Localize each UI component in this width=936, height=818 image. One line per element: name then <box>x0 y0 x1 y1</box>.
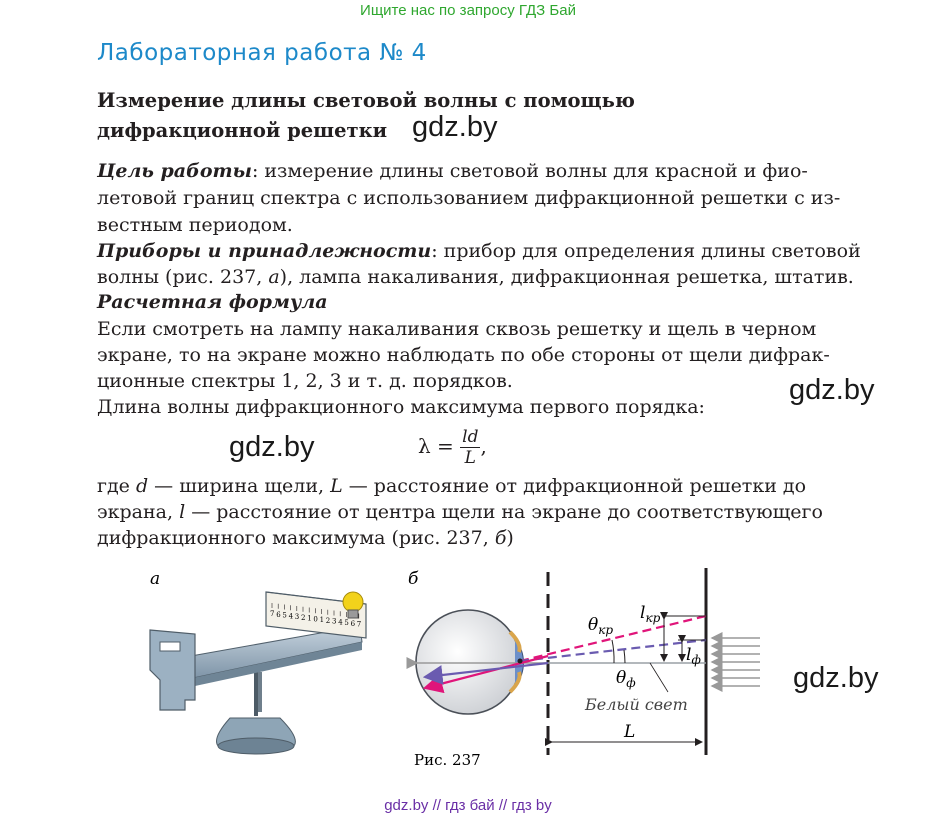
where-line-3 <box>97 527 514 549</box>
ruler-tick-label: 3 <box>294 613 300 621</box>
equipment-fig-ref: а <box>268 266 280 288</box>
equipment-label: Приборы и принадлежности <box>97 240 432 262</box>
diffraction-apparatus-illustration <box>150 592 366 754</box>
fig-ref-b: б <box>494 527 507 549</box>
where-text: ) <box>506 527 514 549</box>
ruler-tick-label: 0 <box>313 615 318 624</box>
theta-f-label: $\theta_ф$ <box>616 668 636 690</box>
subtitle-line-2-text: дифракционной решетки <box>97 119 388 142</box>
white-light-label: Белый свет <box>585 695 688 714</box>
var-d: d <box>135 475 149 497</box>
var-L: L <box>330 475 343 497</box>
where-text: — расстояние от центра щели на экране до соответствующего <box>185 501 823 523</box>
formula-numerator: ld <box>462 427 479 447</box>
goal-line-2: летовой границ спектра с использованием дифракционной решетки с из- <box>97 187 841 209</box>
figure-label-a: а <box>150 569 161 589</box>
watermark: gdz.by <box>789 374 875 406</box>
para1-line-2: экране, то на экране можно наблюдать по обе стороны от щели дифрак- <box>97 344 830 366</box>
goal-label: Цель работы <box>97 160 252 182</box>
goal-line-3: вестным периодом. <box>97 214 293 236</box>
ruler-tick-label: 1 <box>307 614 312 623</box>
equipment-text-1: : прибор для определения длины световой <box>431 240 861 262</box>
equipment-text-2: волны (рис. 237, <box>97 266 269 288</box>
l-kr-label: $l_{кр}$ <box>640 603 661 625</box>
ruler-tick-label: 5 <box>344 619 349 627</box>
formula <box>418 427 487 468</box>
where-text: где <box>97 475 136 497</box>
subtitle-line-1: Измерение длины световой волны с помощью <box>97 89 635 112</box>
ruler-tick-label: 2 <box>325 616 331 625</box>
L-label: L <box>624 722 636 742</box>
watermark: gdz.by <box>412 111 498 143</box>
theta-kr-label: $\theta_{кр}$ <box>588 615 614 637</box>
watermark: gdz.by <box>793 662 879 694</box>
ruler-tick-label: 4 <box>338 618 343 627</box>
formula-lhs: λ = <box>418 434 454 458</box>
figure-label-b: б <box>408 569 419 589</box>
goal-line-1 <box>97 160 808 182</box>
equipment-text-3: ), лампа накаливания, дифракционная решетка, штатив. <box>279 266 854 288</box>
where-line-1 <box>97 475 806 497</box>
equipment-line-1 <box>97 240 861 262</box>
where-text: экрана, <box>97 501 180 523</box>
para2: Длина волны дифракционного максимума первого порядка: <box>97 396 705 418</box>
where-text: — ширина щели, <box>148 475 331 497</box>
watermark: gdz.by <box>229 431 315 463</box>
formula-denominator: L <box>464 448 476 468</box>
ruler-tick-label: 7 <box>270 610 275 618</box>
equipment-line-2 <box>97 266 854 288</box>
ruler-tick-label: 6 <box>276 610 281 619</box>
where-text: — расстояние от дифракционной решетки до <box>342 475 807 497</box>
section-subtitle <box>97 86 635 146</box>
para1-line-1: Если смотреть на лампу накаливания сквозь решетку и щель в черном <box>97 318 817 340</box>
ruler-tick-label: 7 <box>356 620 362 629</box>
ruler-tick-label: 2 <box>301 613 306 622</box>
ruler-tick-label: 3 <box>332 617 337 626</box>
var-l: l <box>179 501 186 523</box>
ruler-tick-label: 4 <box>288 612 294 621</box>
l-f-label: $l_ф$ <box>686 645 701 667</box>
subtitle-line-2 <box>97 116 635 146</box>
formula-fraction <box>460 427 480 468</box>
page-title: Лабораторная работа № 4 <box>97 40 427 66</box>
para1-line-3: ционные спектры 1, 2, 3 и т. д. порядков. <box>97 370 513 392</box>
figure-caption: Рис. 237 <box>414 751 481 769</box>
formula-comma: , <box>480 434 487 458</box>
formula-heading: Расчетная формула <box>97 291 328 313</box>
ruler-tick-label: 1 <box>319 616 325 624</box>
top-banner[interactable]: Ищите нас по запросу ГДЗ Бай <box>360 2 576 19</box>
goal-text-1: : измерение длины световой волны для красной и фио- <box>251 160 808 182</box>
bottom-links[interactable]: gdz.by // гдз бай // гдз by <box>384 797 552 814</box>
where-line-2 <box>97 501 823 523</box>
where-text: дифракционного максимума (рис. 237, <box>97 527 495 549</box>
diffraction-diagram <box>416 568 760 755</box>
ruler-tick-label: 6 <box>350 619 356 628</box>
ruler-tick-label: 5 <box>282 611 287 620</box>
